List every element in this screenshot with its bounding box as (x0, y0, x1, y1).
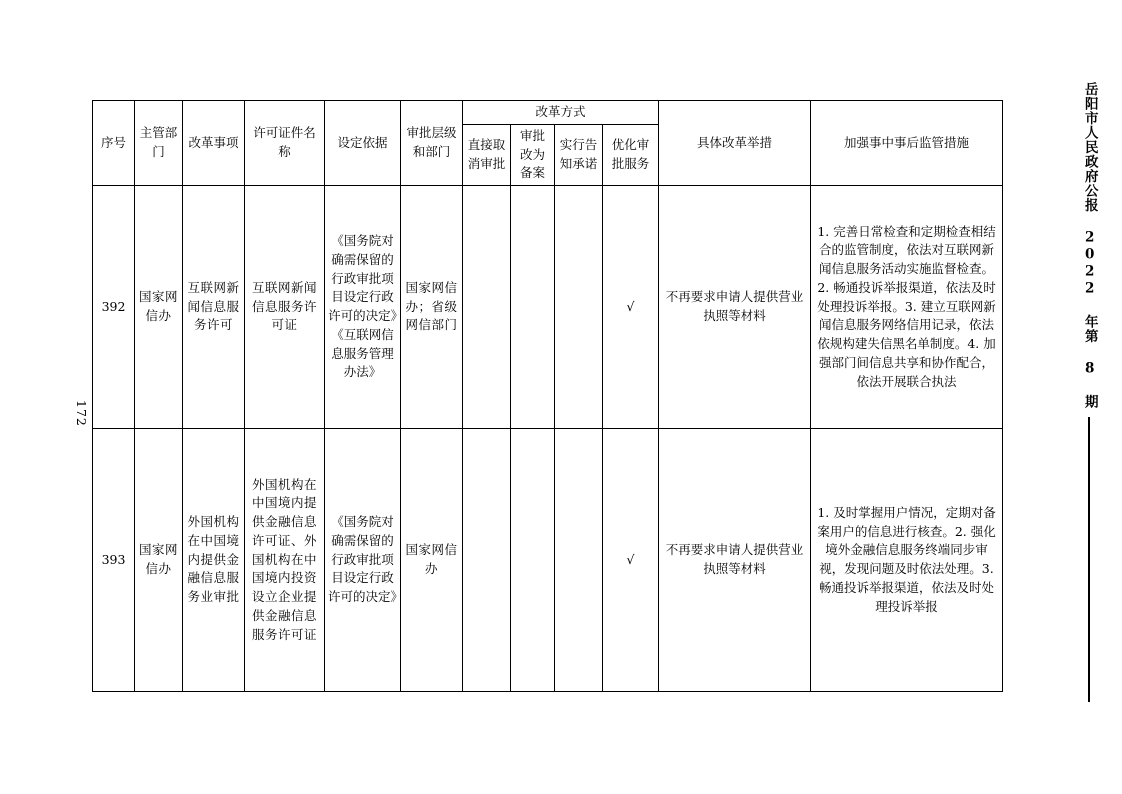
header-reform-optimize: 优化审批服务 (603, 124, 659, 185)
cell-reform-optimize: √ (603, 186, 659, 429)
page-number: 172 (74, 400, 89, 427)
header-measures: 具体改革举措 (659, 101, 811, 186)
cell-reform-cancel (463, 186, 511, 429)
reform-table (92, 100, 1003, 692)
cell-measures: 不再要求申请人提供营业执照等材料 (659, 429, 811, 692)
header-reform-cancel: 直接取消审批 (463, 124, 511, 185)
cell-supervision: 1. 完善日常检查和定期检查相结合的监管制度，依法对互联网新闻信息服务活动实施监督检查。2. 畅通投诉举报渠道，依法及时处理投诉举报。3. 建立互联网新闻信息服务网络信用记录，依法依规构建失信黑名单制度。4. 加强部门间信息共享和协作配合，依法开展联合执法 (811, 186, 1003, 429)
header-dept: 主管部门 (135, 101, 183, 186)
reform-table-container (92, 100, 1002, 692)
running-header-text: 岳阳市人民政府公报 2022 年第 8 期 (1081, 82, 1098, 409)
cell-basis: 《国务院对确需保留的行政审批项目设定行政许可的决定》 (325, 429, 401, 692)
header-level: 审批层级和部门 (401, 101, 463, 186)
cell-seq: 393 (93, 429, 135, 692)
cell-seq: 392 (93, 186, 135, 429)
cell-supervision: 1. 及时掌握用户情况，定期对备案用户的信息进行核查。2. 强化境外金融信息服务终端同步审视，发现问题及时依法处理。3. 畅通投诉举报渠道，依法及时处理投诉举报 (811, 429, 1003, 692)
cell-cert: 互联网新闻信息服务许可证 (245, 186, 325, 429)
header-supervision: 加强事中事后监管措施 (811, 101, 1003, 186)
header-basis: 设定依据 (325, 101, 401, 186)
cell-reform-record (511, 429, 555, 692)
header-item: 改革事项 (183, 101, 245, 186)
cell-reform-optimize: √ (603, 429, 659, 692)
cell-reform-promise (555, 429, 603, 692)
cell-level: 国家网信办；省级网信部门 (401, 186, 463, 429)
header-reform-group: 改革方式 (463, 101, 659, 125)
cell-reform-record (511, 186, 555, 429)
header-reform-record: 审批改为备案 (511, 124, 555, 185)
table-row (93, 429, 1003, 692)
cell-measures: 不再要求申请人提供营业执照等材料 (659, 186, 811, 429)
header-cert: 许可证件名称 (245, 101, 325, 186)
header-reform-promise: 实行告知承诺 (555, 124, 603, 185)
table-row (93, 186, 1003, 429)
cell-reform-promise (555, 186, 603, 429)
header-seq: 序号 (93, 101, 135, 186)
cell-item: 互联网新闻信息服务许可 (183, 186, 245, 429)
cell-dept: 国家网信办 (135, 429, 183, 692)
cell-cert: 外国机构在中国境内提供金融信息许可证、外国机构在中国境内投资设立企业提供金融信息服务许可证 (245, 429, 325, 692)
cell-reform-cancel (463, 429, 511, 692)
cell-item: 外国机构在中国境内提供金融信息服务业审批 (183, 429, 245, 692)
cell-dept: 国家网信办 (135, 186, 183, 429)
running-header-rule (1088, 417, 1090, 702)
running-header (1074, 82, 1104, 702)
cell-level: 国家网信办 (401, 429, 463, 692)
cell-basis: 《国务院对确需保留的行政审批项目设定行政许可的决定》《互联网信息服务管理办法》 (325, 186, 401, 429)
